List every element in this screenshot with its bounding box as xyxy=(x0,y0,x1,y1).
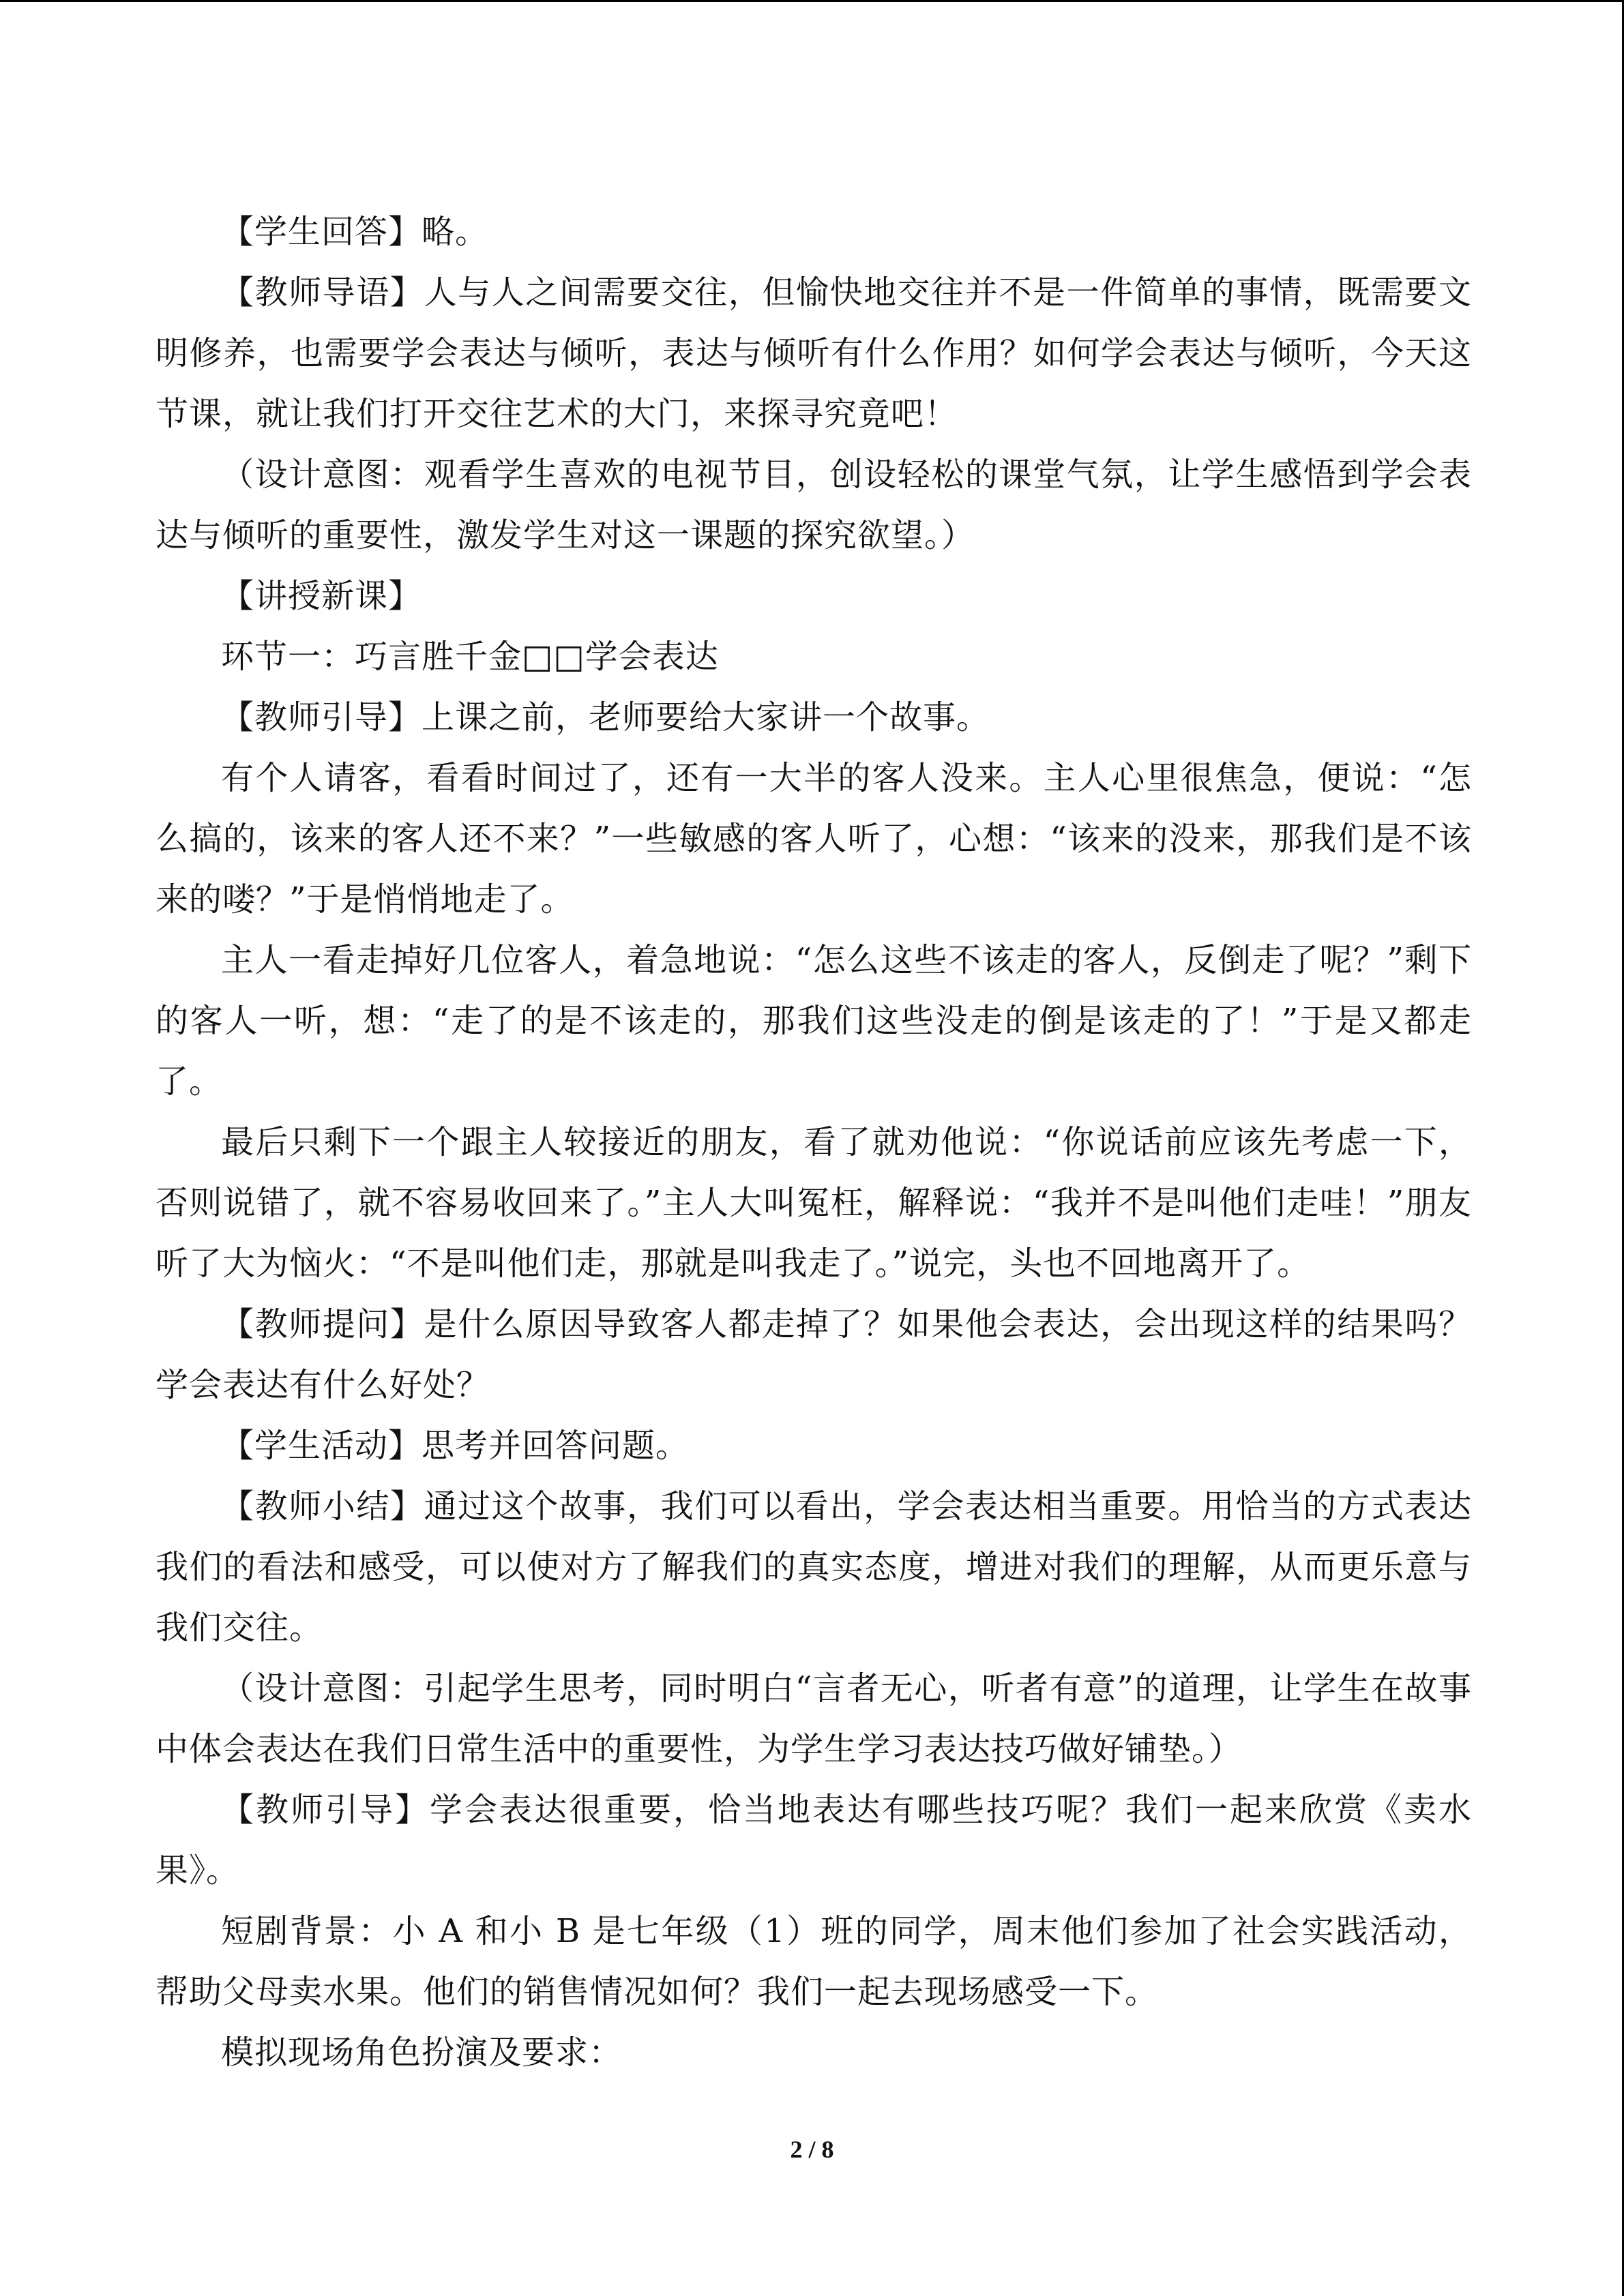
paragraph-teacher-summary: 【教师小结】通过这个故事，我们可以看出，学会表达相当重要。用恰当的方式表达我们的看法和感受，可以使对方了解我们的真实态度，增进对我们的理解，从而更乐意与我们交往。 xyxy=(156,1487,1472,1647)
paragraph-teacher-guide-1: 【教师引导】上课之前，老师要给大家讲一个故事。 xyxy=(221,698,990,736)
paragraph-teacher-guide-2: 【教师引导】学会表达很重要，恰当地表达有哪些技巧呢？我们一起来欣赏《卖水果》。 xyxy=(156,1791,1472,1890)
paragraph-teacher-intro: 【教师导语】人与人之间需要交往，但愉快地交往并不是一件简单的事情，既需要文明修养，也需要学会表达与倾听，表达与倾听有什么作用？如何学会表达与倾听，今天这节课，就让我们打开交往艺术的大门，来探寻究竟吧！ xyxy=(156,273,1472,433)
paragraph-story-1: 有个人请客，看看时间过了，还有一大半的客人没来。主人心里很焦急，便说：“怎么搞的，该来的客人还不来？”一些敏感的客人听了，心想：“该来的没来，那我们是不该来的喽？”于是悄悄地走了。 xyxy=(156,759,1472,919)
document-body xyxy=(156,202,1472,2083)
paragraph-student-activity: 【学生活动】思考并回答问题。 xyxy=(221,1427,690,1465)
paragraph-story-2: 主人一看走掉好几位客人，着急地说：“怎么这些不该走的客人，反倒走了呢？”剩下的客人一听，想：“走了的是不该走的，那我们这些没走的倒是该走的了！”于是又都走了。 xyxy=(156,941,1472,1101)
page-number: 2 / 8 xyxy=(790,2136,834,2163)
paragraph-student-answer: 【学生回答】略。 xyxy=(221,213,489,251)
section-heading-part-one: 环节一：巧言胜千金□□学会表达 xyxy=(221,638,719,676)
page-top-border xyxy=(0,0,1624,2)
paragraph-story-3: 最后只剩下一个跟主人较接近的朋友，看了就劝他说：“你说话前应该先考虑一下，否则说错了，就不容易收回来了。”主人大叫冤枉，解释说：“我并不是叫他们走哇！”朋友听了大为恼火：“不是叫他们走，那就是叫我走了。”说完，头也不回地离开了。 xyxy=(156,1123,1472,1283)
paragraph-teacher-question: 【教师提问】是什么原因导致客人都走掉了？如果他会表达，会出现这样的结果吗？学会表达有什么好处？ xyxy=(156,1305,1472,1404)
paragraph-role-play: 模拟现场角色扮演及要求： xyxy=(221,2033,623,2072)
paragraph-design-intent-2: （设计意图：引起学生思考，同时明白“言者无心，听者有意”的道理，让学生在故事中体会表达在我们日常生活中的重要性，为学生学习表达技巧做好铺垫。） xyxy=(156,1669,1472,1768)
section-heading-new-lesson: 【讲授新课】 xyxy=(221,577,422,615)
paragraph-design-intent-1: （设计意图：观看学生喜欢的电视节目，创设轻松的课堂气氛，让学生感悟到学会表达与倾听的重要性，激发学生对这一课题的探究欲望。） xyxy=(156,456,1472,554)
paragraph-skit-background: 短剧背景：小 A 和小 B 是七年级（1）班的同学，周末他们参加了社会实践活动，帮助父母卖水果。他们的销售情况如何？我们一起去现场感受一下。 xyxy=(156,1912,1472,2011)
